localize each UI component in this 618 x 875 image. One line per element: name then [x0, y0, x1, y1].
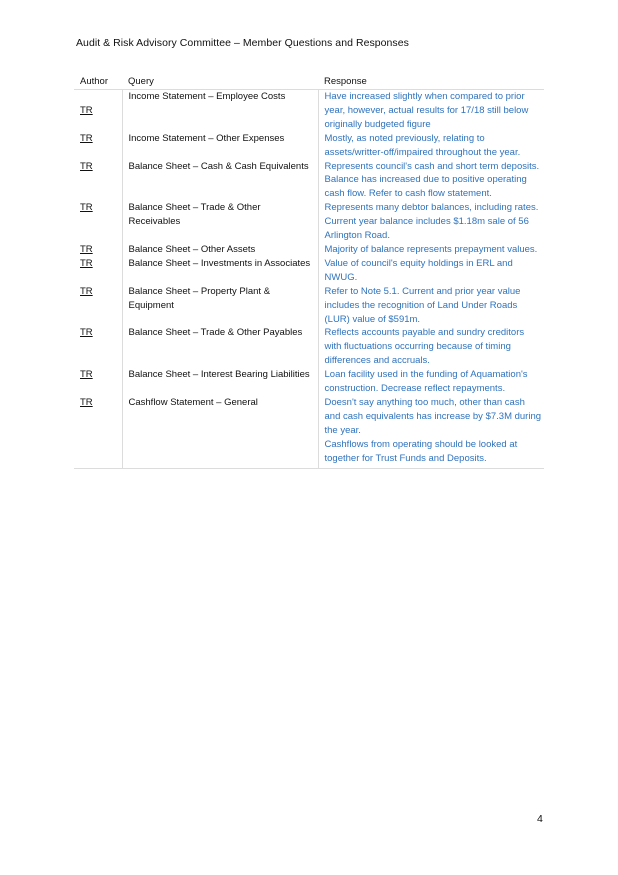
query-cell: Income Statement – Other Expenses: [122, 132, 318, 160]
query-column-header: Query: [122, 74, 318, 90]
table-row: [74, 326, 544, 368]
table-row: [74, 257, 544, 285]
table-row: [74, 201, 544, 243]
table-row: [74, 243, 544, 257]
query-cell: Cashflow Statement – General: [122, 396, 318, 469]
table-row: [74, 285, 544, 327]
page-number: 4: [537, 813, 543, 825]
member-questions-table: [74, 74, 544, 469]
query-cell: Balance Sheet – Interest Bearing Liabilities: [122, 368, 318, 396]
query-cell: Balance Sheet – Cash & Cash Equivalents: [122, 160, 318, 202]
response-cell: Mostly, as noted previously, relating to assets/writter-off/impaired throughout the year.: [324, 132, 521, 158]
author-cell: TR: [80, 369, 93, 381]
response-cell: Refer to Note 5.1. Current and prior year value includes the recognition of Land Under Roads (LUR) value of $591m.: [324, 285, 521, 325]
response-cell: Loan facility used in the funding of Aquamation's construction. Decrease reflect repayments.: [324, 369, 528, 395]
response-cell: Reflects accounts payable and sundry creditors with fluctuations occurring because of timing differences and accruals.: [324, 327, 525, 367]
response-cell: Have increased slightly when compared to prior year, however, actual results for 17/18 still below originally budgeted figure: [324, 91, 529, 130]
author-cell: TR: [80, 243, 93, 255]
response-paragraph: Doesn't say anything too much, other than cash and cash equivalents has increase by $7.3M during the year.: [324, 396, 542, 436]
author-column-header: Author: [74, 74, 122, 90]
query-cell: Income Statement – Employee Costs: [122, 90, 318, 132]
author-cell: TR: [74, 396, 122, 469]
author-cell: TR: [80, 202, 93, 214]
author-cell: TR: [80, 327, 93, 339]
table-row: [74, 90, 544, 132]
query-cell: Balance Sheet – Other Assets: [122, 243, 318, 257]
author-cell: TR: [80, 160, 93, 172]
response-cell: Represents many debtor balances, including rates. Current year balance includes $1.18m sale of 56 Arlington Road.: [324, 202, 539, 242]
response-paragraph: Cashflows from operating should be looked at together for Trust Funds and Deposits.: [324, 438, 518, 464]
response-cell: [318, 396, 544, 469]
table-header-row: [74, 74, 544, 90]
query-cell: Balance Sheet – Property Plant & Equipment: [122, 285, 318, 327]
table-row: [74, 160, 544, 202]
table-row: [74, 368, 544, 396]
query-cell: Balance Sheet – Trade & Other Payables: [122, 326, 318, 368]
page-header: Audit & Risk Advisory Committee – Member Questions and Responses: [76, 37, 409, 49]
table-row: [74, 396, 544, 469]
response-cell: Represents council's cash and short term deposits. Balance has increased due to positive operating cash flow. Refer to cash flow statement.: [324, 160, 540, 200]
response-cell: Majority of balance represents prepayment values.: [324, 243, 538, 255]
table-row: [74, 132, 544, 160]
response-column-header: Response: [318, 74, 544, 90]
author-cell: TR: [80, 257, 93, 269]
author-cell: TR: [80, 105, 93, 116]
query-cell: Balance Sheet – Trade & Other Receivables: [122, 201, 318, 243]
response-cell: Value of council's equity holdings in ERL and NWUG.: [324, 257, 513, 283]
query-cell: Balance Sheet – Investments in Associates: [122, 257, 318, 285]
author-cell: TR: [80, 285, 93, 297]
author-cell: TR: [80, 132, 93, 144]
